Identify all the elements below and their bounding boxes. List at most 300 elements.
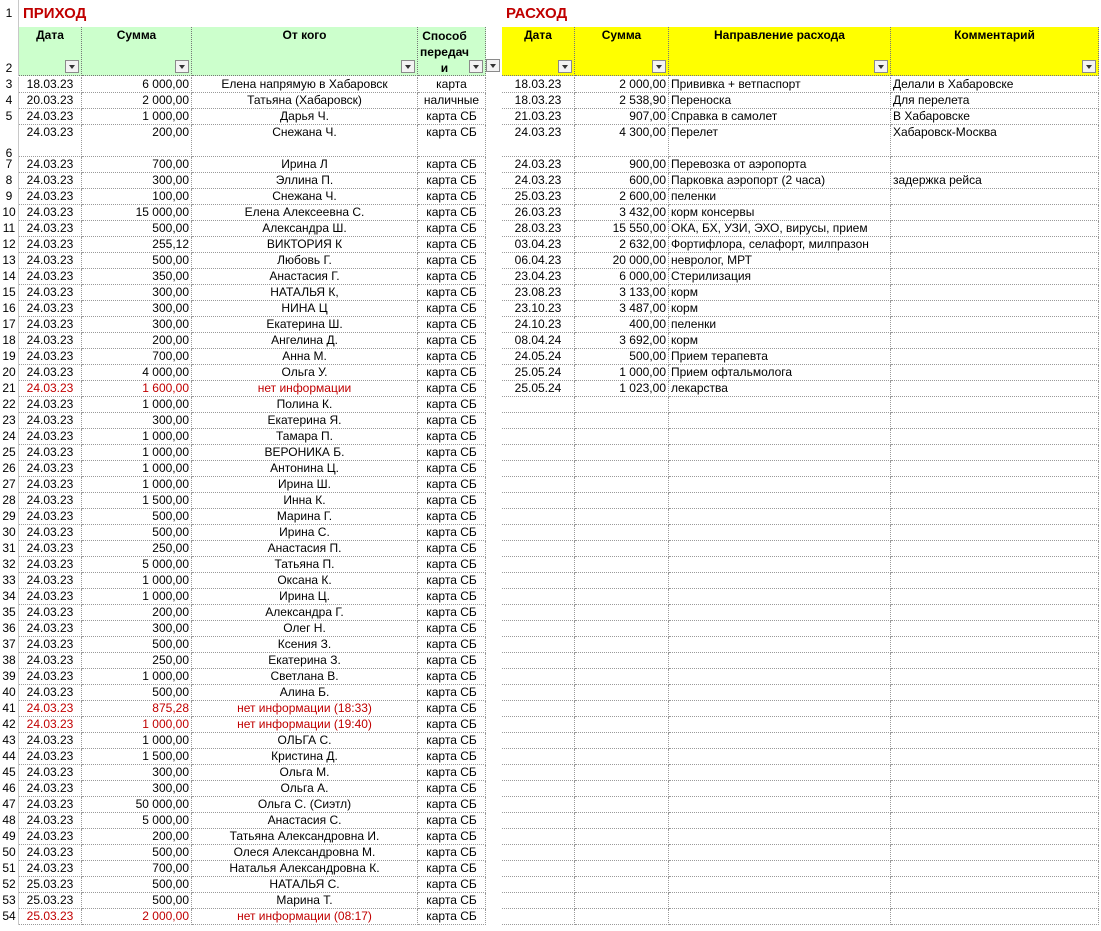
expense-cell-comment[interactable] [891,237,1099,253]
expense-cell-amount[interactable] [575,413,669,429]
expense-cell-date[interactable]: 24.03.23 [502,157,575,173]
income-cell-amount[interactable]: 500,00 [82,637,192,653]
income-cell-method[interactable]: карта СБ [418,813,486,829]
expense-cell-amount[interactable] [575,797,669,813]
income-cell-date[interactable]: 24.03.23 [19,541,82,557]
income-cell-from[interactable]: Олеся Александровна М. [192,845,418,861]
income-cell-from[interactable]: Екатерина З. [192,653,418,669]
filter-dropdown-icon[interactable] [486,59,500,72]
expense-cell-amount[interactable] [575,509,669,525]
expense-cell-date[interactable] [502,717,575,733]
income-cell-amount[interactable]: 1 600,00 [82,381,192,397]
income-cell-method[interactable]: карта СБ [418,829,486,845]
expense-cell-date[interactable] [502,829,575,845]
expense-cell-comment[interactable]: задержка рейса [891,173,1099,189]
income-cell-method[interactable]: карта СБ [418,109,486,125]
filter-dropdown-icon[interactable] [65,60,79,73]
income-cell-amount[interactable]: 500,00 [82,253,192,269]
income-cell-method[interactable]: карта СБ [418,445,486,461]
income-cell-amount[interactable]: 1 000,00 [82,573,192,589]
income-cell-method[interactable]: карта СБ [418,781,486,797]
income-cell-date[interactable]: 24.03.23 [19,429,82,445]
income-cell-date[interactable]: 24.03.23 [19,445,82,461]
income-cell-amount[interactable]: 300,00 [82,765,192,781]
expense-cell-comment[interactable]: Хабаровск-Москва [891,125,1099,157]
income-cell-date[interactable]: 24.03.23 [19,317,82,333]
expense-cell-comment[interactable] [891,541,1099,557]
expense-cell-date[interactable]: 26.03.23 [502,205,575,221]
income-cell-date[interactable]: 24.03.23 [19,861,82,877]
income-cell-from[interactable]: Ольга С. (Сиэтл) [192,797,418,813]
expense-cell-amount[interactable] [575,589,669,605]
income-cell-method[interactable]: карта СБ [418,365,486,381]
expense-cell-date[interactable] [502,445,575,461]
expense-cell-purpose[interactable]: Справка в самолет [669,109,891,125]
income-cell-date[interactable]: 24.03.23 [19,157,82,173]
expense-cell-date[interactable]: 28.03.23 [502,221,575,237]
expense-cell-amount[interactable]: 2 632,00 [575,237,669,253]
income-cell-from[interactable]: Ирина Ш. [192,477,418,493]
income-cell-amount[interactable]: 300,00 [82,413,192,429]
income-cell-from[interactable]: Татьяна П. [192,557,418,573]
expense-cell-date[interactable]: 25.05.24 [502,381,575,397]
expense-cell-date[interactable] [502,637,575,653]
filter-dropdown-icon[interactable] [401,60,415,73]
income-cell-method[interactable]: карта СБ [418,845,486,861]
income-cell-method[interactable]: карта СБ [418,589,486,605]
income-cell-amount[interactable]: 250,00 [82,541,192,557]
expense-cell-comment[interactable] [891,653,1099,669]
expense-cell-amount[interactable]: 600,00 [575,173,669,189]
income-cell-from[interactable]: Ольга А. [192,781,418,797]
income-cell-amount[interactable]: 50 000,00 [82,797,192,813]
expense-cell-date[interactable] [502,797,575,813]
expense-cell-comment[interactable] [891,365,1099,381]
income-cell-method[interactable]: карта СБ [418,397,486,413]
expense-cell-comment[interactable] [891,733,1099,749]
expense-cell-purpose[interactable]: Перелет [669,125,891,157]
expense-cell-purpose[interactable] [669,477,891,493]
expense-cell-comment[interactable] [891,317,1099,333]
income-cell-method[interactable]: карта СБ [418,637,486,653]
income-cell-date[interactable]: 24.03.23 [19,797,82,813]
income-cell-amount[interactable]: 1 500,00 [82,749,192,765]
income-cell-date[interactable]: 24.03.23 [19,573,82,589]
expense-cell-date[interactable]: 21.03.23 [502,109,575,125]
expense-cell-comment[interactable] [891,157,1099,173]
income-cell-amount[interactable]: 1 000,00 [82,589,192,605]
income-cell-from[interactable]: Кристина Д. [192,749,418,765]
income-cell-date[interactable]: 24.03.23 [19,637,82,653]
income-cell-method[interactable]: карта СБ [418,301,486,317]
income-cell-amount[interactable]: 2 000,00 [82,909,192,925]
income-cell-amount[interactable]: 700,00 [82,157,192,173]
income-cell-method[interactable]: карта СБ [418,493,486,509]
expense-cell-date[interactable] [502,573,575,589]
income-cell-method[interactable]: карта СБ [418,413,486,429]
income-cell-from[interactable]: нет информации (08:17) [192,909,418,925]
filter-dropdown-icon[interactable] [652,60,666,73]
income-cell-date[interactable]: 24.03.23 [19,749,82,765]
expense-cell-date[interactable]: 18.03.23 [502,93,575,109]
income-cell-from[interactable]: Ольга У. [192,365,418,381]
income-cell-date[interactable]: 24.03.23 [19,717,82,733]
expense-cell-comment[interactable] [891,269,1099,285]
expense-cell-purpose[interactable] [669,669,891,685]
income-cell-method[interactable]: карта СБ [418,461,486,477]
expense-cell-comment[interactable] [891,845,1099,861]
expense-cell-comment[interactable] [891,605,1099,621]
expense-cell-date[interactable]: 18.03.23 [502,77,575,93]
income-cell-method[interactable]: карта СБ [418,189,486,205]
income-cell-from[interactable]: Анастасия С. [192,813,418,829]
expense-cell-purpose[interactable] [669,909,891,925]
expense-cell-comment[interactable] [891,381,1099,397]
income-cell-date[interactable]: 24.03.23 [19,813,82,829]
expense-cell-amount[interactable]: 15 550,00 [575,221,669,237]
income-cell-amount[interactable]: 700,00 [82,349,192,365]
income-cell-amount[interactable]: 200,00 [82,829,192,845]
income-cell-method[interactable]: карта СБ [418,205,486,221]
income-cell-method[interactable]: карта СБ [418,221,486,237]
income-cell-method[interactable]: карта СБ [418,269,486,285]
income-cell-method[interactable]: карта СБ [418,381,486,397]
expense-cell-amount[interactable] [575,717,669,733]
expense-cell-purpose[interactable]: корм консервы [669,205,891,221]
income-cell-amount[interactable]: 15 000,00 [82,205,192,221]
expense-cell-date[interactable] [502,861,575,877]
income-cell-date[interactable]: 24.03.23 [19,413,82,429]
income-cell-date[interactable]: 24.03.23 [19,781,82,797]
expense-cell-comment[interactable] [891,621,1099,637]
income-cell-date[interactable]: 24.03.23 [19,333,82,349]
income-cell-amount[interactable]: 300,00 [82,781,192,797]
expense-cell-amount[interactable] [575,781,669,797]
expense-cell-amount[interactable]: 3 133,00 [575,285,669,301]
expense-cell-purpose[interactable] [669,685,891,701]
expense-cell-date[interactable] [502,749,575,765]
expense-cell-purpose[interactable]: Прививка + ветпаспорт [669,77,891,93]
income-cell-from[interactable]: Ксения З. [192,637,418,653]
expense-cell-date[interactable]: 24.05.24 [502,349,575,365]
income-cell-method[interactable]: карта СБ [418,653,486,669]
expense-cell-amount[interactable]: 900,00 [575,157,669,173]
expense-cell-amount[interactable] [575,637,669,653]
expense-cell-amount[interactable] [575,493,669,509]
income-cell-amount[interactable]: 500,00 [82,893,192,909]
income-cell-from[interactable]: Татьяна Александровна И. [192,829,418,845]
income-cell-from[interactable]: Ирина Л [192,157,418,173]
expense-cell-purpose[interactable] [669,493,891,509]
income-cell-from[interactable]: Анастасия П. [192,541,418,557]
income-cell-method[interactable]: карта СБ [418,237,486,253]
income-cell-amount[interactable]: 200,00 [82,333,192,349]
expense-cell-purpose[interactable] [669,445,891,461]
income-cell-date[interactable]: 24.03.23 [19,205,82,221]
income-cell-method[interactable]: карта СБ [418,317,486,333]
expense-cell-amount[interactable]: 20 000,00 [575,253,669,269]
income-cell-amount[interactable]: 350,00 [82,269,192,285]
income-cell-method[interactable]: карта СБ [418,797,486,813]
expense-cell-comment[interactable]: В Хабаровске [891,109,1099,125]
income-cell-date[interactable]: 25.03.23 [19,909,82,925]
income-cell-from[interactable]: Марина Г. [192,509,418,525]
income-cell-from[interactable]: Анна М. [192,349,418,365]
income-cell-method[interactable]: карта СБ [418,733,486,749]
income-cell-method[interactable]: карта СБ [418,877,486,893]
expense-cell-purpose[interactable] [669,797,891,813]
income-cell-from[interactable]: Оксана К. [192,573,418,589]
income-cell-amount[interactable]: 500,00 [82,221,192,237]
income-cell-from[interactable]: Олег Н. [192,621,418,637]
income-cell-method[interactable]: карта СБ [418,509,486,525]
expense-cell-amount[interactable] [575,701,669,717]
income-cell-from[interactable]: Алина Б. [192,685,418,701]
income-cell-amount[interactable]: 300,00 [82,173,192,189]
income-cell-method[interactable]: карта СБ [418,333,486,349]
income-cell-date[interactable]: 24.03.23 [19,525,82,541]
expense-cell-amount[interactable] [575,669,669,685]
expense-cell-date[interactable]: 25.03.23 [502,189,575,205]
income-cell-from[interactable]: Полина К. [192,397,418,413]
expense-cell-purpose[interactable]: корм [669,285,891,301]
expense-cell-amount[interactable] [575,861,669,877]
income-cell-method[interactable]: карта СБ [418,173,486,189]
expense-cell-purpose[interactable] [669,653,891,669]
expense-cell-purpose[interactable] [669,429,891,445]
expense-cell-purpose[interactable]: Прием терапевта [669,349,891,365]
expense-cell-comment[interactable] [891,333,1099,349]
income-cell-method[interactable]: карта СБ [418,157,486,173]
expense-cell-date[interactable] [502,877,575,893]
income-cell-amount[interactable]: 200,00 [82,605,192,621]
expense-cell-amount[interactable] [575,845,669,861]
income-cell-date[interactable]: 24.03.23 [19,173,82,189]
expense-cell-comment[interactable] [891,749,1099,765]
income-cell-date[interactable]: 24.03.23 [19,829,82,845]
income-cell-method[interactable]: карта СБ [418,685,486,701]
income-cell-from[interactable]: Дарья Ч. [192,109,418,125]
expense-cell-amount[interactable]: 4 300,00 [575,125,669,157]
expense-cell-date[interactable]: 24.03.23 [502,125,575,157]
expense-cell-amount[interactable]: 2 600,00 [575,189,669,205]
expense-cell-purpose[interactable]: корм [669,301,891,317]
expense-cell-comment[interactable] [891,461,1099,477]
expense-cell-amount[interactable] [575,621,669,637]
income-cell-amount[interactable]: 500,00 [82,877,192,893]
income-cell-from[interactable]: нет информации (19:40) [192,717,418,733]
income-cell-date[interactable]: 24.03.23 [19,685,82,701]
expense-cell-purpose[interactable]: Прием офтальмолога [669,365,891,381]
expense-cell-comment[interactable] [891,285,1099,301]
expense-cell-amount[interactable]: 500,00 [575,349,669,365]
expense-cell-amount[interactable]: 3 432,00 [575,205,669,221]
expense-cell-date[interactable] [502,557,575,573]
income-cell-amount[interactable]: 500,00 [82,525,192,541]
income-cell-from[interactable]: Татьяна (Хабаровск) [192,93,418,109]
expense-cell-date[interactable] [502,733,575,749]
expense-cell-amount[interactable] [575,573,669,589]
income-cell-method[interactable]: карта СБ [418,349,486,365]
income-cell-method[interactable]: карта [418,77,486,93]
expense-cell-purpose[interactable] [669,541,891,557]
expense-cell-comment[interactable] [891,797,1099,813]
expense-cell-date[interactable] [502,509,575,525]
expense-cell-amount[interactable]: 907,00 [575,109,669,125]
expense-cell-comment[interactable] [891,685,1099,701]
expense-cell-purpose[interactable] [669,509,891,525]
income-cell-from[interactable]: Наталья Александровна К. [192,861,418,877]
expense-cell-comment[interactable] [891,781,1099,797]
expense-cell-date[interactable] [502,845,575,861]
expense-cell-purpose[interactable] [669,877,891,893]
expense-cell-purpose[interactable] [669,461,891,477]
income-cell-amount[interactable]: 1 000,00 [82,461,192,477]
expense-cell-comment[interactable] [891,637,1099,653]
expense-cell-amount[interactable]: 3 692,00 [575,333,669,349]
expense-cell-purpose[interactable] [669,893,891,909]
expense-cell-purpose[interactable]: корм [669,333,891,349]
income-cell-from[interactable]: Ирина С. [192,525,418,541]
income-cell-from[interactable]: Любовь Г. [192,253,418,269]
income-cell-from[interactable]: ОЛЬГА С. [192,733,418,749]
income-cell-from[interactable]: Александра Ш. [192,221,418,237]
income-cell-date[interactable]: 24.03.23 [19,221,82,237]
income-cell-from[interactable]: Инна К. [192,493,418,509]
income-cell-date[interactable]: 24.03.23 [19,125,82,157]
income-cell-date[interactable]: 24.03.23 [19,397,82,413]
income-cell-date[interactable]: 24.03.23 [19,509,82,525]
income-cell-date[interactable]: 24.03.23 [19,765,82,781]
expense-cell-purpose[interactable] [669,589,891,605]
expense-cell-date[interactable] [502,493,575,509]
income-cell-method[interactable]: карта СБ [418,573,486,589]
expense-cell-amount[interactable] [575,829,669,845]
expense-cell-date[interactable] [502,589,575,605]
income-cell-method[interactable]: карта СБ [418,541,486,557]
expense-cell-date[interactable]: 23.08.23 [502,285,575,301]
expense-cell-amount[interactable]: 1 000,00 [575,365,669,381]
income-cell-amount[interactable]: 1 000,00 [82,717,192,733]
income-cell-amount[interactable]: 500,00 [82,685,192,701]
income-cell-method[interactable]: карта СБ [418,525,486,541]
income-cell-amount[interactable]: 1 000,00 [82,109,192,125]
expense-cell-date[interactable] [502,765,575,781]
expense-cell-comment[interactable] [891,509,1099,525]
expense-cell-amount[interactable] [575,877,669,893]
income-cell-amount[interactable]: 6 000,00 [82,77,192,93]
expense-cell-amount[interactable] [575,461,669,477]
filter-dropdown-icon[interactable] [558,60,572,73]
expense-cell-comment[interactable] [891,429,1099,445]
income-cell-amount[interactable]: 1 000,00 [82,429,192,445]
income-cell-date[interactable]: 24.03.23 [19,557,82,573]
expense-cell-amount[interactable] [575,749,669,765]
income-cell-date[interactable]: 24.03.23 [19,253,82,269]
income-cell-amount[interactable]: 1 000,00 [82,477,192,493]
income-cell-date[interactable]: 24.03.23 [19,653,82,669]
expense-cell-date[interactable] [502,429,575,445]
expense-cell-date[interactable]: 08.04.24 [502,333,575,349]
income-cell-amount[interactable]: 250,00 [82,653,192,669]
income-cell-date[interactable]: 24.03.23 [19,237,82,253]
income-cell-from[interactable]: НАТАЛЬЯ С. [192,877,418,893]
expense-cell-amount[interactable]: 6 000,00 [575,269,669,285]
income-cell-from[interactable]: Ирина Ц. [192,589,418,605]
income-cell-date[interactable]: 24.03.23 [19,109,82,125]
expense-cell-date[interactable] [502,701,575,717]
expense-cell-comment[interactable] [891,349,1099,365]
expense-cell-comment[interactable]: Делали в Хабаровске [891,77,1099,93]
expense-cell-comment[interactable] [891,189,1099,205]
income-cell-from[interactable]: Ангелина Д. [192,333,418,349]
expense-cell-amount[interactable] [575,477,669,493]
expense-cell-date[interactable] [502,413,575,429]
income-cell-from[interactable]: Ольга М. [192,765,418,781]
expense-cell-amount[interactable] [575,429,669,445]
income-cell-amount[interactable]: 1 500,00 [82,493,192,509]
expense-cell-purpose[interactable] [669,749,891,765]
income-cell-amount[interactable]: 875,28 [82,701,192,717]
expense-cell-purpose[interactable] [669,717,891,733]
income-cell-amount[interactable]: 1 000,00 [82,733,192,749]
expense-cell-purpose[interactable] [669,813,891,829]
income-cell-amount[interactable]: 1 000,00 [82,669,192,685]
filter-dropdown-icon[interactable] [469,60,483,73]
income-cell-method[interactable]: карта СБ [418,125,486,157]
income-cell-from[interactable]: нет информации [192,381,418,397]
income-cell-from[interactable]: Светлана В. [192,669,418,685]
expense-cell-date[interactable] [502,813,575,829]
income-cell-amount[interactable]: 5 000,00 [82,813,192,829]
income-cell-method[interactable]: карта СБ [418,605,486,621]
expense-cell-amount[interactable] [575,733,669,749]
expense-cell-date[interactable] [502,909,575,925]
income-cell-method[interactable]: карта СБ [418,861,486,877]
expense-cell-comment[interactable] [891,861,1099,877]
expense-cell-purpose[interactable]: Фортифлора, селафорт, милпразон [669,237,891,253]
expense-cell-purpose[interactable] [669,637,891,653]
expense-cell-purpose[interactable]: пеленки [669,189,891,205]
expense-cell-date[interactable] [502,653,575,669]
expense-cell-amount[interactable]: 3 487,00 [575,301,669,317]
income-cell-from[interactable]: Елена Алексеевна С. [192,205,418,221]
income-cell-date[interactable]: 24.03.23 [19,365,82,381]
expense-cell-comment[interactable] [891,893,1099,909]
income-cell-from[interactable]: Антонина Ц. [192,461,418,477]
expense-cell-comment[interactable] [891,445,1099,461]
income-cell-from[interactable]: Александра Г. [192,605,418,621]
income-cell-from[interactable]: Снежана Ч. [192,189,418,205]
expense-cell-purpose[interactable]: пеленки [669,317,891,333]
expense-cell-comment[interactable] [891,813,1099,829]
income-cell-from[interactable]: НИНА Ц [192,301,418,317]
expense-cell-amount[interactable] [575,765,669,781]
expense-cell-purpose[interactable] [669,525,891,541]
expense-cell-amount[interactable] [575,605,669,621]
income-cell-method[interactable]: карта СБ [418,669,486,685]
expense-cell-purpose[interactable] [669,413,891,429]
expense-cell-date[interactable]: 06.04.23 [502,253,575,269]
income-cell-amount[interactable]: 5 000,00 [82,557,192,573]
expense-cell-purpose[interactable] [669,765,891,781]
expense-cell-comment[interactable] [891,765,1099,781]
income-cell-amount[interactable]: 700,00 [82,861,192,877]
income-cell-from[interactable]: Екатерина Ш. [192,317,418,333]
expense-cell-date[interactable] [502,461,575,477]
income-cell-date[interactable]: 25.03.23 [19,893,82,909]
expense-cell-purpose[interactable]: невролог, МРТ [669,253,891,269]
